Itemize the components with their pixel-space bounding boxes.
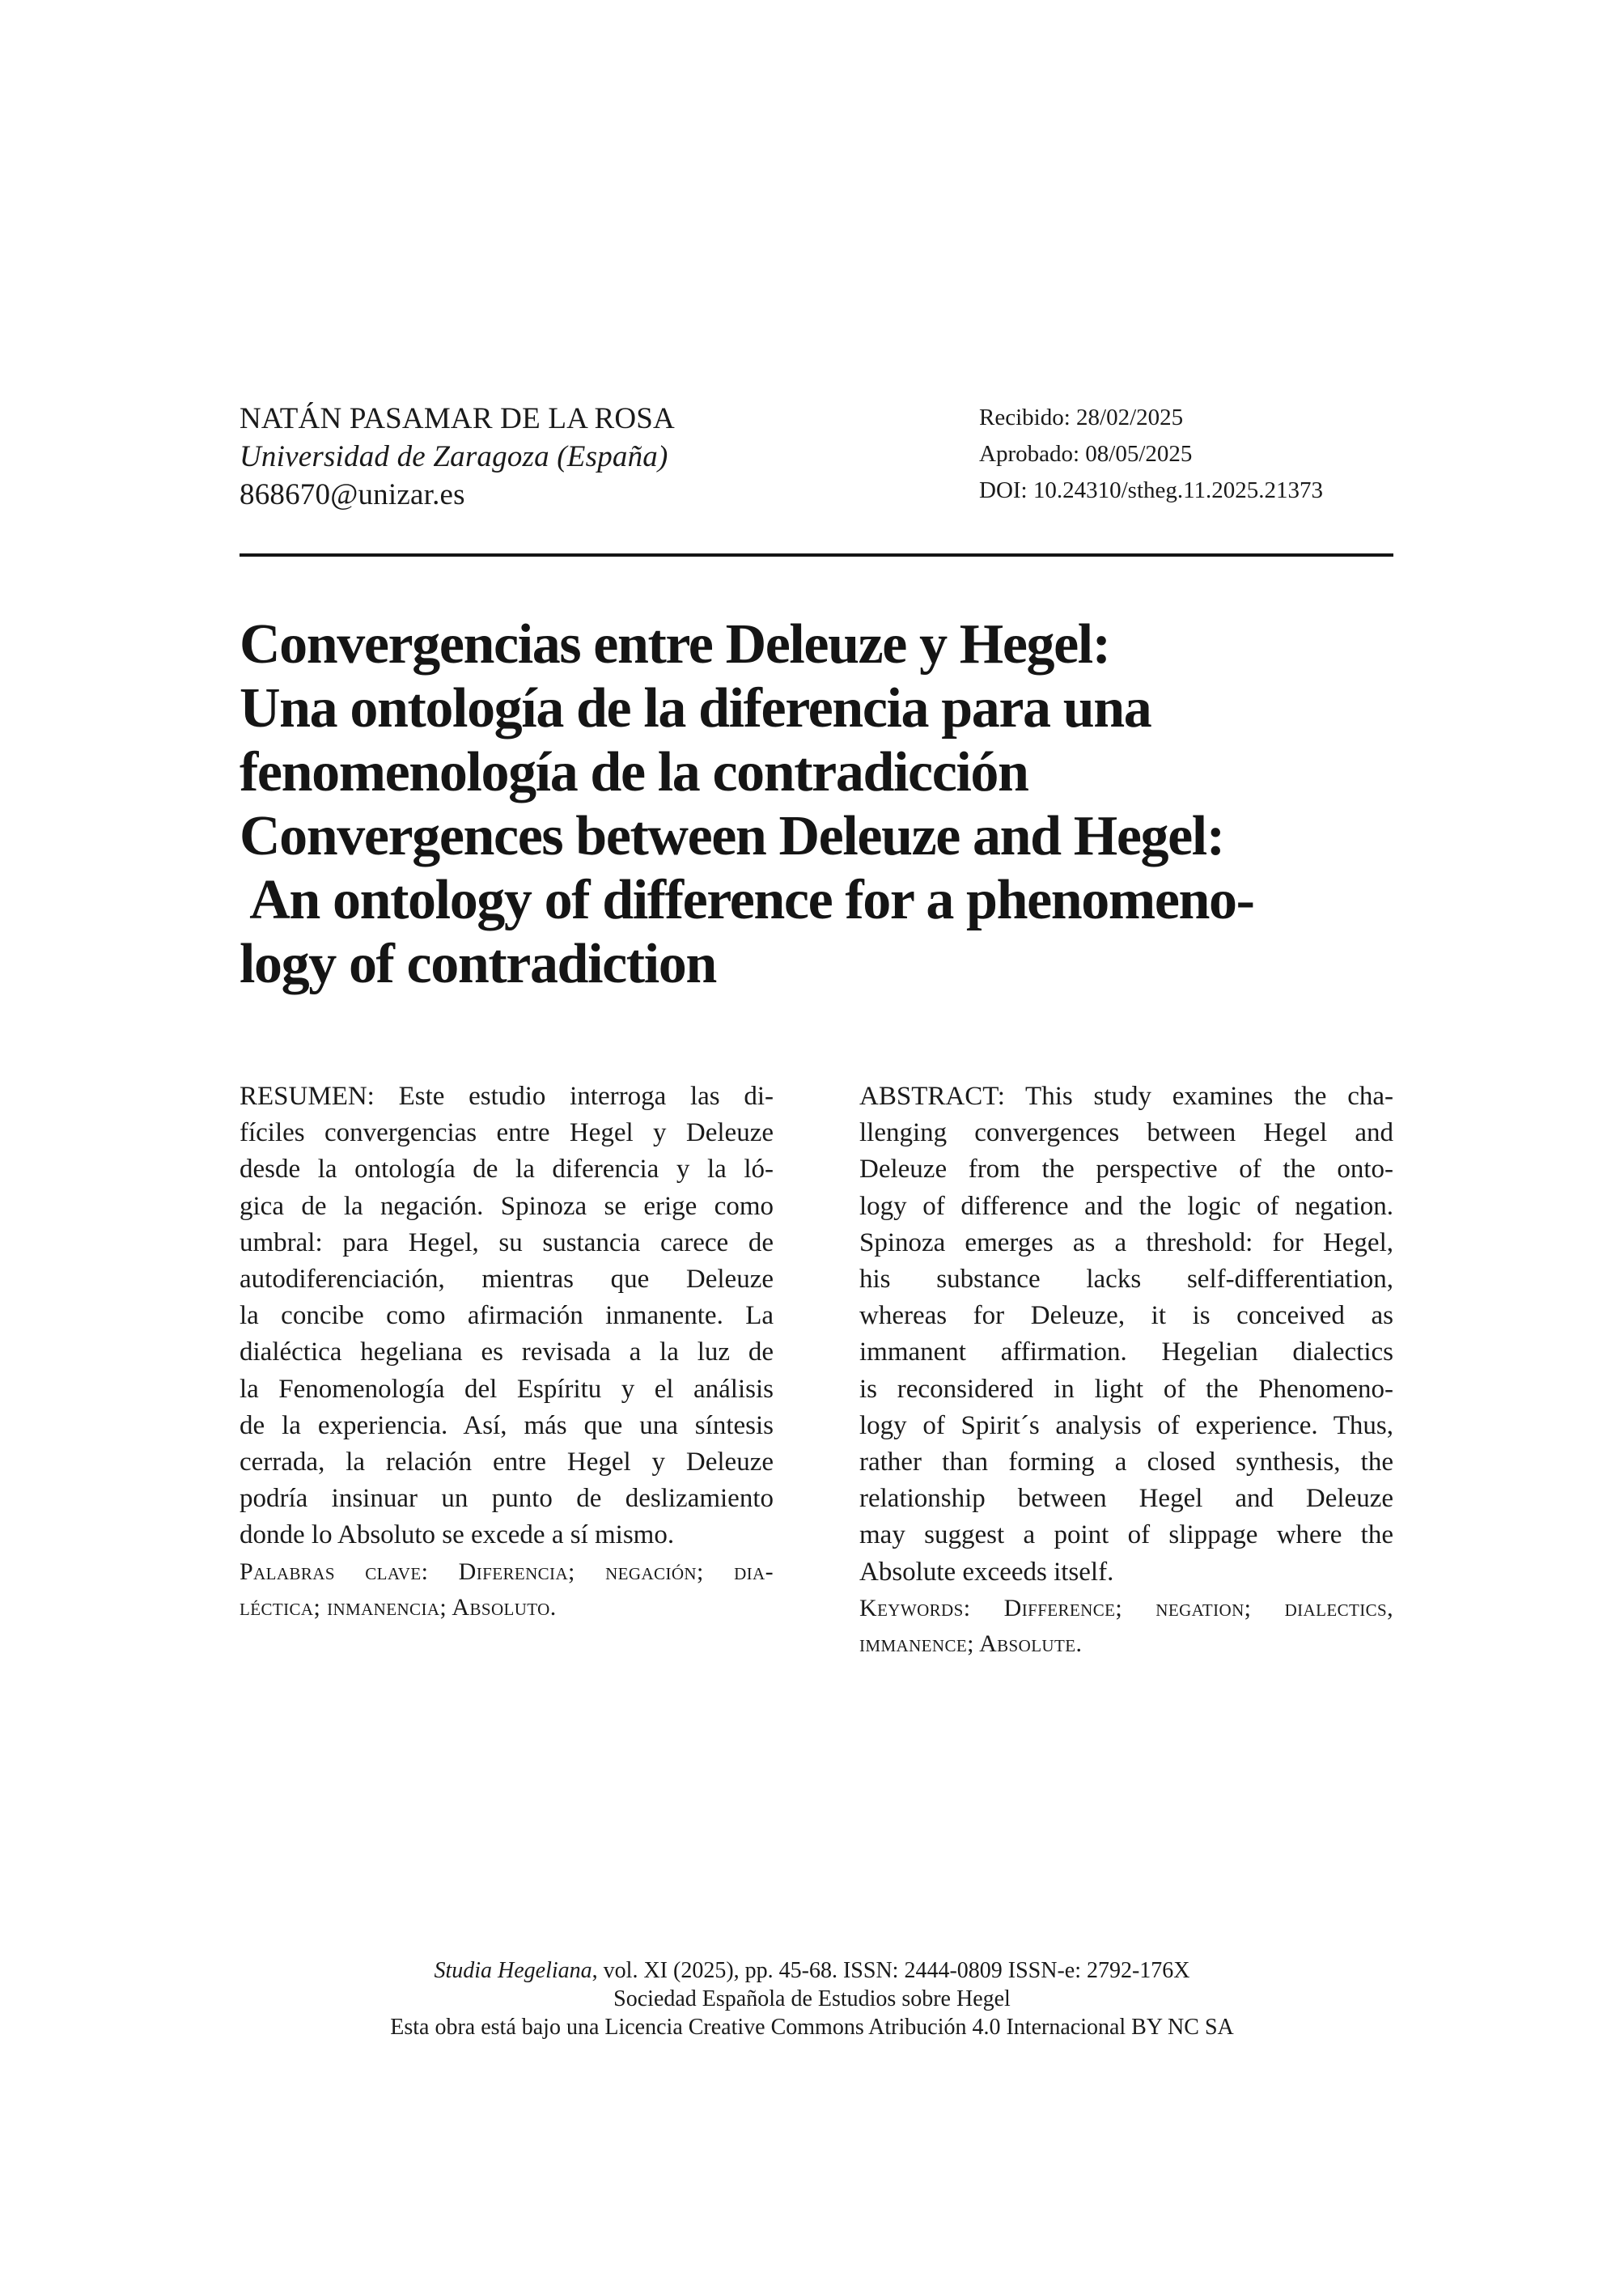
abstract-line: rather than forming a closed synthesis, the xyxy=(859,1447,1393,1477)
author-block xyxy=(240,400,903,514)
palabras-clave xyxy=(240,1554,774,1625)
author-email[interactable]: 868670@unizar.es xyxy=(240,478,465,511)
abstract-line: whereas for Deleuze, it is conceived as xyxy=(859,1301,1393,1331)
resumen-line: donde lo Absoluto se excede a sí mismo. xyxy=(240,1520,675,1550)
author-name: NATÁN PASAMAR DE LA ROSA xyxy=(240,402,675,435)
license-notice: Esta obra está bajo una Licencia Creative Commons Atribución 4.0 Internacional BY NC SA xyxy=(390,2015,1234,2040)
resumen-line: podría insinuar un punto de deslizamiento xyxy=(240,1484,774,1514)
abstract-line: immanent affirmation. Hegelian dialectics xyxy=(859,1337,1393,1367)
abstract-line: Deleuze from the perspective of the onto- xyxy=(859,1155,1393,1185)
journal-name: Studia Hegeliana xyxy=(434,1958,592,1983)
title-en-line: Convergences between Deleuze and Hegel: xyxy=(240,805,1224,867)
submission-metadata xyxy=(979,400,1416,509)
title-es-line: Una ontología de la diferencia para una xyxy=(240,677,1151,740)
resumen-line: autodiferenciación, mientras que Deleuze xyxy=(240,1265,774,1295)
abstract-line: llenging convergences between Hegel and xyxy=(859,1118,1393,1148)
title-en-line: An ontology of difference for a phenomeno- xyxy=(240,869,1254,931)
abstract-line: ABSTRACT: This study examines the cha- xyxy=(859,1082,1393,1111)
abstract-line: is reconsidered in light of the Phenomeno- xyxy=(859,1374,1393,1404)
abstract-line: logy of difference and the logic of negation. xyxy=(859,1191,1393,1221)
approved-date: Aprobado: 08/05/2025 xyxy=(979,441,1193,467)
header-divider xyxy=(240,553,1393,557)
resumen-line: RESUMEN: Este estudio interroga las di- xyxy=(240,1082,774,1111)
resumen-line: dialéctica hegeliana es revisada a la luz de xyxy=(240,1337,774,1367)
society-name: Sociedad Española de Estudios sobre Hegel xyxy=(613,1986,1011,2011)
abstract-line: logy of Spirit´s analysis of experience. Thus, xyxy=(859,1410,1393,1440)
abstract-text xyxy=(859,1079,1393,1591)
abstract-line: Absolute exceeds itself. xyxy=(859,1557,1114,1587)
resumen-line: la concibe como afirmación inmanente. La xyxy=(240,1301,774,1331)
resumen-text xyxy=(240,1079,774,1554)
keywords xyxy=(859,1591,1393,1662)
title-es-line: fenomenología de la contradicción xyxy=(240,741,1028,803)
resumen-line: cerrada, la relación entre Hegel y Deleuze xyxy=(240,1447,774,1477)
keywords-line: immanence; Absolute. xyxy=(859,1630,1083,1657)
abstract-line: relationship between Hegel and Deleuze xyxy=(859,1484,1393,1514)
keywords-line: Palabras clave: Diferencia; negación; dia- xyxy=(240,1558,774,1585)
received-date: Recibido: 28/02/2025 xyxy=(979,405,1184,430)
resumen-column xyxy=(240,1079,774,1625)
abstract-line: may suggest a point of slippage where the xyxy=(859,1520,1393,1550)
title-en-line: logy of contradiction xyxy=(240,933,716,995)
title-es-line: Convergencias entre Deleuze y Hegel: xyxy=(240,613,1110,676)
resumen-line: umbral: para Hegel, su sustancia carece de xyxy=(240,1227,774,1257)
journal-citation xyxy=(0,1956,1624,1985)
resumen-line: fíciles convergencias entre Hegel y Deleuze xyxy=(240,1118,774,1148)
abstract-line: his substance lacks self-differentiation, xyxy=(859,1265,1393,1295)
keywords-line: léctica; inmanencia; Absoluto. xyxy=(240,1593,557,1621)
citation-details: , vol. XI (2025), pp. 45-68. ISSN: 2444-0809 ISSN-e: 2792-176X xyxy=(592,1958,1190,1983)
page-footer xyxy=(0,1956,1624,2041)
article-title xyxy=(240,612,1421,996)
keywords-line: Keywords: Difference; negation; dialectics, xyxy=(859,1594,1393,1621)
abstract-line: Spinoza emerges as a threshold: for Hegel, xyxy=(859,1227,1393,1257)
resumen-line: gica de la negación. Spinoza se erige como xyxy=(240,1191,774,1221)
doi[interactable]: DOI: 10.24310/stheg.11.2025.21373 xyxy=(979,477,1324,503)
resumen-line: de la experiencia. Así, más que una síntesis xyxy=(240,1410,774,1440)
resumen-line: la Fenomenología del Espíritu y el análisis xyxy=(240,1374,774,1404)
resumen-line: desde la ontología de la diferencia y la ló- xyxy=(240,1155,774,1185)
abstract-column xyxy=(859,1079,1393,1662)
author-affiliation: Universidad de Zaragoza (España) xyxy=(240,440,668,473)
